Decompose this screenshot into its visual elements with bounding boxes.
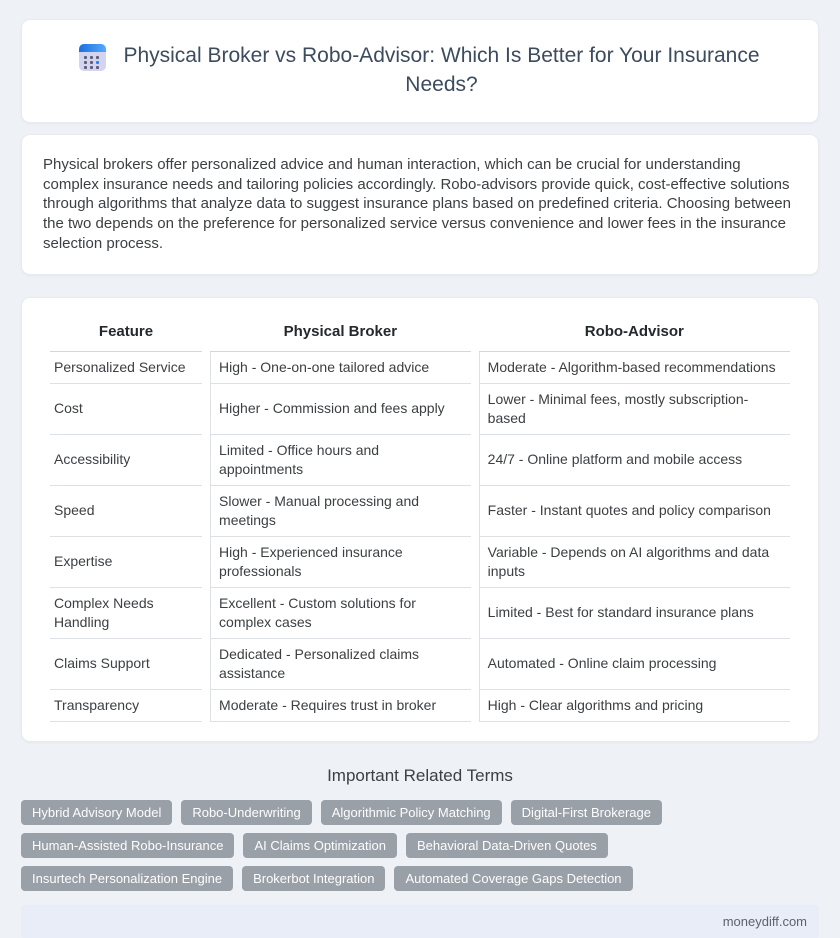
table-row — [50, 352, 790, 384]
robo-advisor-cell: Lower - Minimal fees, mostly subscription-based — [479, 384, 790, 435]
site-name: moneydiff.com — [722, 913, 807, 929]
physical-broker-cell: Moderate - Requires trust in broker — [210, 690, 471, 722]
feature-cell: Personalized Service — [50, 352, 202, 384]
physical-broker-cell: High - One-on-one tailored advice — [210, 352, 471, 384]
physical-broker-cell: Higher - Commission and fees apply — [210, 384, 471, 435]
robo-advisor-cell: Limited - Best for standard insurance plans — [479, 588, 790, 639]
feature-cell: Cost — [50, 384, 202, 435]
physical-broker-cell: High - Experienced insurance professionals — [210, 537, 471, 588]
robo-advisor-cell: Variable - Depends on AI algorithms and data inputs — [479, 537, 790, 588]
table-row — [50, 537, 790, 588]
description-card — [21, 134, 819, 275]
related-term-tag: Digital-First Brokerage — [511, 800, 662, 825]
physical-broker-cell: Limited - Office hours and appointments — [210, 435, 471, 486]
table-row — [50, 588, 790, 639]
feature-cell: Complex Needs Handling — [50, 588, 202, 639]
robo-advisor-cell: High - Clear algorithms and pricing — [479, 690, 790, 722]
calculator-icon — [79, 44, 106, 71]
feature-cell: Expertise — [50, 537, 202, 588]
robo-advisor-cell: Automated - Online claim processing — [479, 639, 790, 690]
related-term-tag: AI Claims Optimization — [243, 833, 396, 858]
table-row — [50, 690, 790, 722]
physical-broker-cell: Excellent - Custom solutions for complex cases — [210, 588, 471, 639]
page-title: Physical Broker vs Robo-Advisor: Which Is Better for Your Insurance Needs? — [123, 44, 760, 96]
related-term-tag: Insurtech Personalization Engine — [21, 866, 233, 891]
table-row — [50, 486, 790, 537]
feature-cell: Transparency — [50, 690, 202, 722]
physical-broker-cell: Slower - Manual processing and meetings — [210, 486, 471, 537]
related-term-tag: Human-Assisted Robo-Insurance — [21, 833, 234, 858]
description-text: Physical brokers offer personalized advice and human interaction, which can be crucial for understanding complex insurance needs and tailoring policies accordingly. Robo-advisors provide quick, cost-effective solutions through algorithms that analyze data to suggest insurance plans based on predefined criteria. Choosing between the two depends on the preference for personalized service versus convenience and lower fees in the insurance selection process. — [43, 156, 791, 252]
related-term-tag: Behavioral Data-Driven Quotes — [406, 833, 608, 858]
column-header-physical-broker: Physical Broker — [210, 323, 471, 352]
column-header-feature: Feature — [50, 323, 202, 352]
table-row — [50, 435, 790, 486]
robo-advisor-cell: Faster - Instant quotes and policy comparison — [479, 486, 790, 537]
table-row — [50, 639, 790, 690]
physical-broker-cell: Dedicated - Personalized claims assistance — [210, 639, 471, 690]
footer-bar — [21, 905, 819, 938]
related-term-tag: Robo-Underwriting — [181, 800, 311, 825]
header-card — [21, 19, 819, 123]
robo-advisor-cell: Moderate - Algorithm-based recommendations — [479, 352, 790, 384]
feature-cell: Speed — [50, 486, 202, 537]
related-term-tag: Brokerbot Integration — [242, 866, 385, 891]
related-term-tag: Algorithmic Policy Matching — [321, 800, 502, 825]
related-terms-list — [21, 800, 819, 891]
table-header-row — [50, 323, 790, 352]
related-term-tag: Hybrid Advisory Model — [21, 800, 172, 825]
table-row — [50, 384, 790, 435]
feature-cell: Accessibility — [50, 435, 202, 486]
feature-cell: Claims Support — [50, 639, 202, 690]
column-header-robo-advisor: Robo-Advisor — [479, 323, 790, 352]
related-term-tag: Automated Coverage Gaps Detection — [394, 866, 632, 891]
comparison-table — [42, 323, 798, 722]
robo-advisor-cell: 24/7 - Online platform and mobile access — [479, 435, 790, 486]
related-terms-heading: Important Related Terms — [327, 765, 513, 785]
comparison-table-card — [21, 297, 819, 742]
